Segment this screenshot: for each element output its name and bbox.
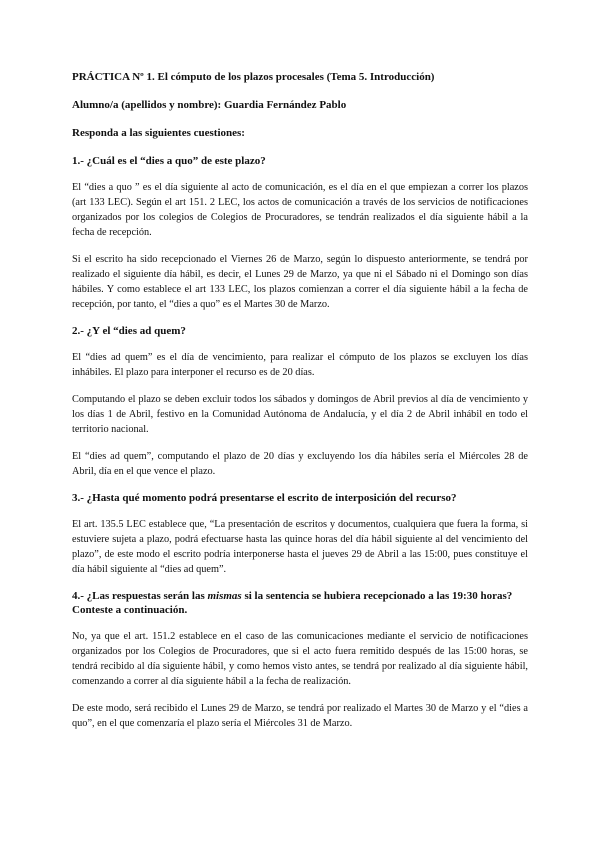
question-1-paragraph-1: El “dies a quo ” es el día siguiente al acto de comunicación, es el día en el que empiezan a correr los plazos (art 133 LEC). Según el art 151. 2 LEC, los actos de comunicación a través de los servicios de notificaciones organizados por los colegios de Colegios de Procuradores, se tendrán realizados el día siguiente hábil a la fecha de recepción. [72, 182, 528, 238]
question-4-heading-start: 4.- ¿Las respuestas serán las [72, 590, 208, 602]
question-2-heading: 2.- ¿Y el “dies ad quem? [72, 325, 186, 337]
question-4-heading-emphasis: mismas [207, 590, 242, 602]
question-4-heading-end: si la sentencia se hubiera recepcionado a las 19:30 horas? Conteste a continuación. [72, 590, 513, 616]
student-label: Alumno/a (apellidos y nombre): [72, 99, 222, 111]
question-1-heading: 1.- ¿Cuál es el “dies a quo” de este plazo? [72, 155, 266, 167]
instructions: Responda a las siguientes cuestiones: [72, 127, 245, 139]
question-2-paragraph-2: Computando el plazo se deben excluir todos los sábados y domingos de Abril previos al día de vencimiento y los días 1 de Abril, festivo en la Comunidad Autónoma de Andalucía, y el día 2 de Abril inhábil en todo el territorio nacional. [72, 394, 528, 435]
question-3-heading: 3.- ¿Hasta qué momento podrá presentarse el escrito de interposición del recurso? [72, 492, 457, 504]
question-4-heading [72, 589, 528, 617]
document-title: PRÁCTICA Nº 1. El cómputo de los plazos procesales (Tema 5. Introducción) [72, 71, 435, 83]
student-name: Guardia Fernández Pablo [223, 99, 347, 111]
question-3-paragraph-1: El art. 135.5 LEC establece que, “La presentación de escritos y documentos, cualquiera que fuera la forma, si estuviere sujeta a plazo, podrá efectuarse hasta las quince horas del día hábil siguiente al del vencimiento del plazo”, de este modo el escrito podría interponerse hasta el jueves 29 de Abril a las 15:00, pues constituye el día hábil siguiente al “dies ad quem”. [72, 519, 528, 575]
student-line [72, 98, 528, 112]
question-2-paragraph-1: El “dies ad quem” es el día de vencimiento, para realizar el cómputo de los plazos se excluyen los días inhábiles. El plazo para interponer el recurso es de 20 días. [72, 352, 528, 378]
question-2-paragraph-3: El “dies ad quem”, computando el plazo de 20 días y excluyendo los día hábiles sería el Miércoles 28 de Abril, día en el que vence el plazo. [72, 451, 528, 477]
document-page [72, 70, 528, 743]
question-4-paragraph-1: No, ya que el art. 151.2 establece en el caso de las comunicaciones mediante el servicio de notificaciones organizados por los Colegios de Procuradores, que si el acto fuera remitido después de las 15:00 horas, se tendrá recibido al día siguiente hábil, y como hemos visto antes, se tendrá por realizado al día siguiente hábil, comenzando a correr al día siguiente hábil a la fecha de realización. [72, 631, 528, 687]
question-1-paragraph-2: Si el escrito ha sido recepcionado el Viernes 26 de Marzo, según lo dispuesto anteriormente, se tendrá por realizado el siguiente día hábil, es decir, el Lunes 29 de Marzo, ya que ni el Sábado ni el Domingo son días hábiles. Y como establece el art 133 LEC, los plazos comienzan a correr el día siguiente hábil a la fecha de recepción, por tanto, el “dies a quo” es el Martes 30 de Marzo. [72, 254, 528, 310]
question-4-paragraph-2: De este modo, será recibido el Lunes 29 de Marzo, se tendrá por realizado el Martes 30 de Marzo y el “dies a quo”, en el que comenzaría el plazo sería el Miércoles 31 de Marzo. [72, 703, 528, 729]
